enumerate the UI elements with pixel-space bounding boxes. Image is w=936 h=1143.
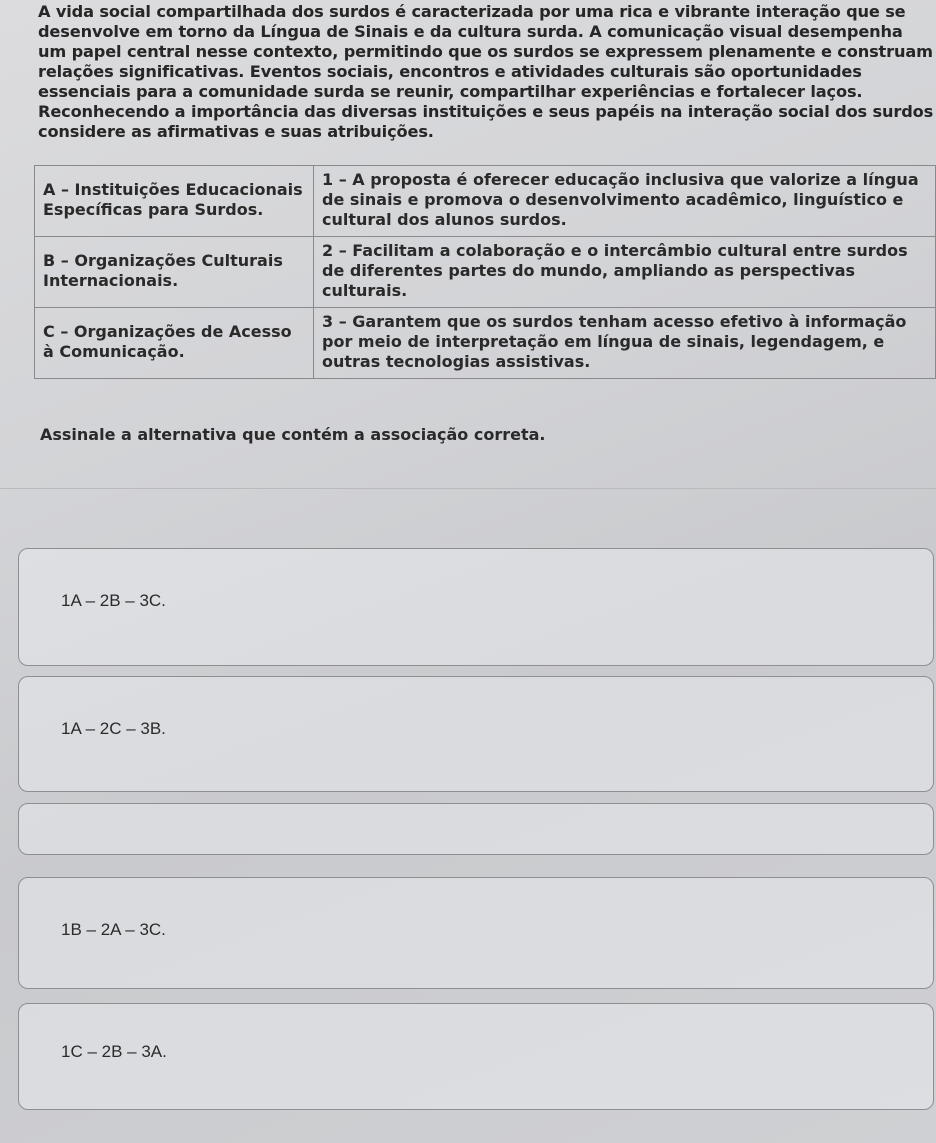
table-cell-attribution: 1 – A proposta é oferecer educação inclusiva que valorize a língua de sinais e promova o desenvolvimento acadêmico, linguístico e cultural dos alunos surdos.: [314, 166, 936, 237]
table-cell-institution: A – Instituições Educacionais Específicas para Surdos.: [35, 166, 314, 237]
divider: [0, 488, 936, 489]
table-cell-attribution: 2 – Facilitam a colaboração e o intercâmbio cultural entre surdos de diferentes partes do mundo, ampliando as perspectivas culturais.: [314, 237, 936, 308]
answer-option-label: 1A – 2B – 3C.: [61, 591, 166, 610]
answer-option-4[interactable]: [18, 877, 934, 989]
answer-option-label: 1A – 2C – 3B.: [61, 719, 166, 738]
question-text: A vida social compartilhada dos surdos é caracterizada por uma rica e vibrante interação que se desenvolve em torno da Língua de Sinais e da cultura surda. A comunicação visual desempenha um papel central nesse contexto, permitindo que os surdos se expressem plenamente e construam relações significativas. Eventos sociais, encontros e atividades culturais são oportunidades essenciais para a comunidade surda se reunir, compartilhar experiências e fortalecer laços. Reconhecendo a importância das diversas instituições e seus papéis na interação social dos surdos considere as afirmativas e suas atribuições.: [38, 2, 934, 141]
table-row: [35, 308, 936, 379]
answer-option-label: 1B – 2A – 3C.: [61, 920, 166, 939]
table-row: [35, 166, 936, 237]
table-row: [35, 237, 936, 308]
table-cell-attribution: 3 – Garantem que os surdos tenham acesso efetivo à informação por meio de interpretação em língua de sinais, legendagem, e outras tecnologias assistivas.: [314, 308, 936, 379]
answer-option-3[interactable]: [18, 803, 934, 855]
table-cell-institution: C – Organizações de Acesso à Comunicação.: [35, 308, 314, 379]
answer-option-label: 1C – 2B – 3A.: [61, 1042, 167, 1061]
instruction-text: Assinale a alternativa que contém a associação correta.: [40, 425, 546, 444]
answer-option-2[interactable]: [18, 676, 934, 792]
table-cell-institution: B – Organizações Culturais Internacionais.: [35, 237, 314, 308]
association-table: [34, 165, 936, 379]
answer-option-1[interactable]: [18, 548, 934, 666]
answer-option-5[interactable]: [18, 1003, 934, 1110]
